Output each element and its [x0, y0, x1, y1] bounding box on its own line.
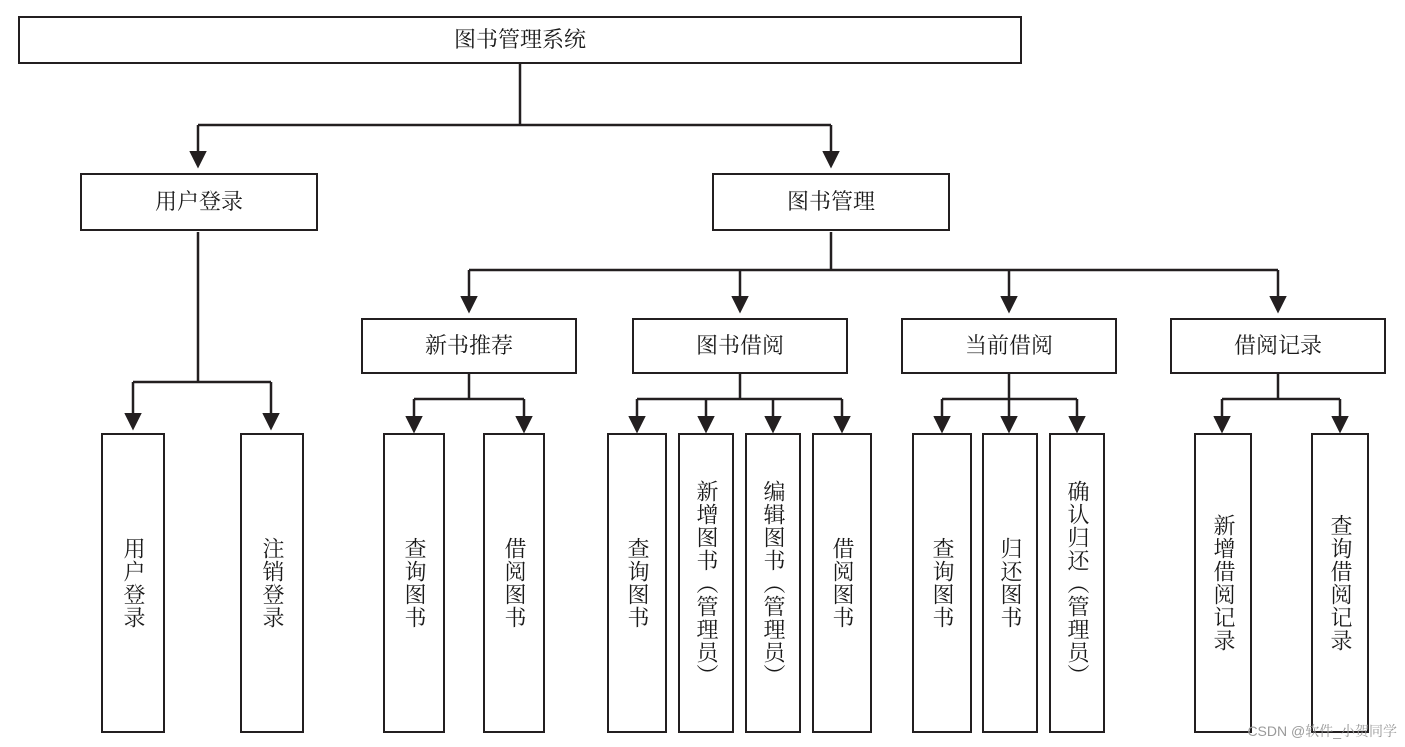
node-book-manage[interactable] [712, 173, 950, 231]
node-logout-leaf-label: 注销登录 [259, 537, 285, 629]
node-query-book-1-label: 查询图书 [401, 537, 427, 629]
node-query-record-label: 查询借阅记录 [1327, 514, 1353, 652]
node-query-book-3[interactable] [912, 433, 972, 733]
node-new-book-recommend-label: 新书推荐 [424, 333, 513, 359]
node-user-login[interactable] [80, 173, 318, 231]
node-confirm-return-label: 确认归还（管理员） [1064, 479, 1090, 687]
node-borrow-book-1[interactable] [483, 433, 545, 733]
node-query-book-3-label: 查询图书 [929, 537, 955, 629]
node-root-label: 图书管理系统 [453, 27, 586, 53]
node-edit-book-label: 编辑图书（管理员） [760, 479, 786, 687]
node-add-book-label: 新增图书（管理员） [693, 479, 719, 687]
node-borrow-record[interactable] [1170, 318, 1386, 374]
node-logout-leaf[interactable] [240, 433, 304, 733]
node-current-borrow-label: 当前借阅 [964, 333, 1053, 359]
node-return-book-label: 归还图书 [997, 537, 1023, 629]
node-add-book[interactable] [678, 433, 734, 733]
node-user-login-label: 用户登录 [154, 189, 243, 215]
node-query-book-1[interactable] [383, 433, 445, 733]
node-root[interactable] [18, 16, 1022, 64]
watermark: CSDN @软件_小贺同学 [1247, 723, 1397, 739]
node-query-book-2-label: 查询图书 [624, 537, 650, 629]
node-confirm-return[interactable] [1049, 433, 1105, 733]
node-borrow-book-2[interactable] [812, 433, 872, 733]
node-current-borrow[interactable] [901, 318, 1117, 374]
node-user-login-leaf-label: 用户登录 [120, 537, 146, 629]
node-borrow-book-1-label: 借阅图书 [501, 537, 527, 629]
node-query-record[interactable] [1311, 433, 1369, 733]
node-borrow-book-2-label: 借阅图书 [829, 537, 855, 629]
node-edit-book[interactable] [745, 433, 801, 733]
node-return-book[interactable] [982, 433, 1038, 733]
node-new-book-recommend[interactable] [361, 318, 577, 374]
node-user-login-leaf[interactable] [101, 433, 165, 733]
node-book-borrow[interactable] [632, 318, 848, 374]
node-add-record[interactable] [1194, 433, 1252, 733]
node-book-manage-label: 图书管理 [786, 189, 875, 215]
node-borrow-record-label: 借阅记录 [1233, 333, 1322, 359]
node-add-record-label: 新增借阅记录 [1210, 514, 1236, 652]
node-query-book-2[interactable] [607, 433, 667, 733]
node-book-borrow-label: 图书借阅 [695, 333, 784, 359]
